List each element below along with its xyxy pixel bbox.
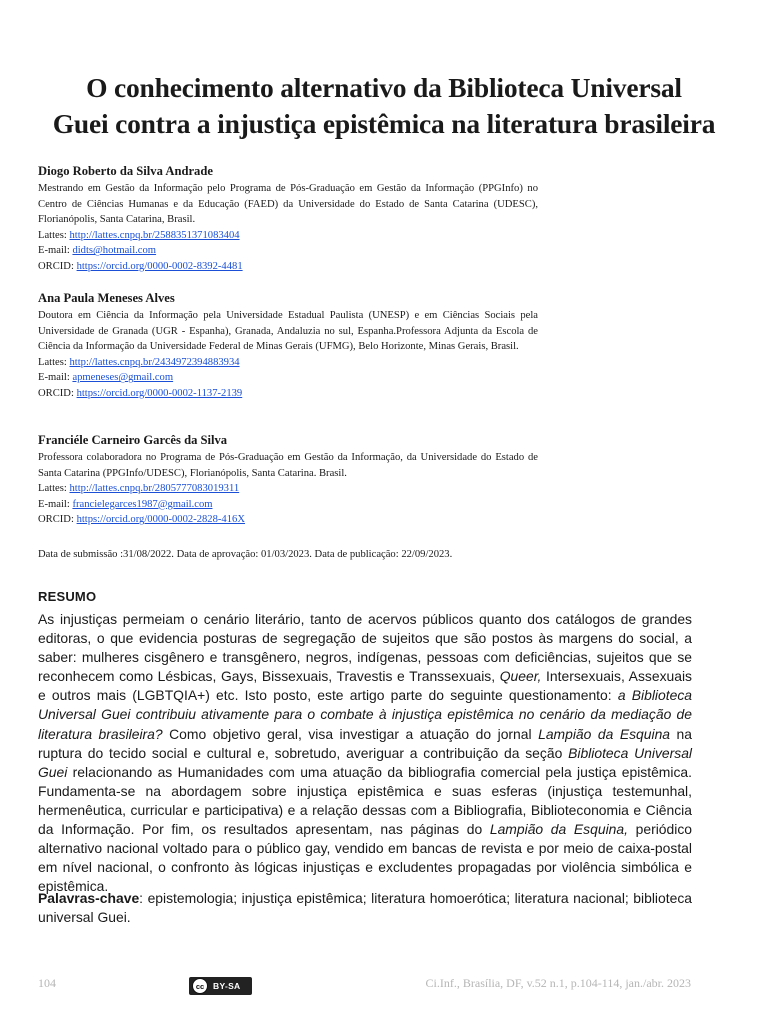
email-link[interactable]: didts@hotmail.com — [72, 245, 157, 257]
keywords — [38, 889, 692, 927]
author-orcid — [38, 386, 538, 402]
orcid-label: ORCID: — [38, 514, 74, 526]
author-affiliation: Professora colaboradora no Programa de Pós-Graduação em Gestão da Informação, da Universidade do Estado de Santa Catarina (PPGInfo/UDESC), Florianópolis, Santa Catarina. Brasil. — [38, 452, 538, 479]
lattes-link[interactable]: http://lattes.cnpq.br/2434972394883934 — [69, 356, 240, 368]
orcid-link[interactable]: https://orcid.org/0000-0002-1137-2139 — [76, 387, 243, 399]
title-line-2: Guei contra a injustiça epistêmica na literatura brasileira — [52, 108, 716, 139]
keywords-text: : epistemologia; injustiça epistêmica; literatura homoerótica; literatura nacional; biblioteca universal Guei. — [38, 890, 692, 926]
keywords-label: Palavras-chave — [38, 890, 140, 906]
license-label: BY-SA — [213, 981, 241, 991]
abstract-research-question: a Biblioteca Universal Guei contribuiu ativamente para o combate à injustiça epistêmica no cenário da mediação de literatura brasileira? — [38, 687, 692, 742]
lattes-label: Lattes: — [38, 229, 67, 241]
journal-citation: Ci.Inf., Brasília, DF, v.52 n.1, p.104-114, jan./abr. 2023 — [425, 976, 691, 990]
author-affiliation: Mestrando em Gestão da Informação pelo Programa de Pós-Graduação em Gestão da Informação (PPGInfo) no Centro de Ciências Humanas e da Educação (FAED) da Universidade do Estado de Santa Catarina (UDESC), Florianópolis, Santa Catarina, Brasil. — [38, 183, 538, 226]
author-email — [38, 370, 538, 386]
abstract-part: na ruptura do tecido social e cultural e, sobretudo, averiguar a contribuição da seção — [38, 725, 693, 761]
lattes-link[interactable]: http://lattes.cnpq.br/2588351371083404 — [69, 229, 240, 241]
abstract-emphasis: Biblioteca Universal Guei — [38, 744, 693, 780]
abstract-emphasis: Lampião da Esquina, — [489, 821, 628, 838]
abstract-part: As injustiças permeiam o cenário literário, tanto de acervos públicos quanto dos catálogos de grandes editoras, o que evidencia posturas de segregação de sujeitos que são postos às margens do social, a saber: mulheres cisgênero e transgênero, negros, indígenas, pessoas com deficiências, sujeitos que se reconhecem como Lésbicas, Gays, Bissexuais, Travestis e Transsexuais, — [38, 611, 692, 685]
abstract-heading: RESUMO — [38, 589, 97, 604]
cc-icon: cc — [192, 978, 208, 994]
orcid-label: ORCID: — [38, 387, 74, 399]
abstract-part: Intersexuais, Assexuais e outros mais (LGBTQIA+) etc. Isto posto, este artigo parte do seguinte questionamento: — [38, 668, 692, 704]
lattes-label: Lattes: — [38, 356, 67, 368]
author-orcid — [38, 512, 538, 528]
orcid-label: ORCID: — [38, 260, 74, 272]
author-orcid — [38, 259, 538, 275]
abstract-emphasis: Queer, — [499, 668, 542, 685]
abstract-text — [38, 610, 692, 896]
author-block-3 — [38, 431, 538, 528]
page-number: 104 — [38, 976, 56, 990]
orcid-link[interactable]: https://orcid.org/0000-0002-8392-4481 — [76, 260, 243, 272]
abstract-part: relacionando as Humanidades com uma atuação da bibliografia comercial pela justiça epistêmica. Fundamenta-se na abordagem sobre injustiça epistêmica e suas esferas (injustiça testemunhal, hermenêutica, curricular e participativa) e a relação dessas com a Bibliografia, Biblioteconomia e Ciência da Informação. Por fim, os resultados apresentam, nas páginas do — [38, 763, 692, 838]
email-link[interactable]: francielegarces1987@gmail.com — [72, 498, 213, 510]
author-lattes — [38, 355, 538, 371]
lattes-link[interactable]: http://lattes.cnpq.br/2805777083019311 — [69, 483, 240, 495]
author-name: Franciéle Carneiro Garcês da Silva — [38, 433, 228, 447]
publication-dates: Data de submissão :31/08/2022. Data de aprovação: 01/03/2023. Data de publicação: 22/09/2023. — [38, 549, 453, 560]
orcid-link[interactable]: https://orcid.org/0000-0002-2828-416X — [76, 514, 245, 526]
license-badge — [189, 977, 252, 995]
email-link[interactable]: apmeneses@gmail.com — [72, 372, 174, 384]
email-label: E-mail: — [38, 498, 70, 510]
author-lattes — [38, 228, 538, 244]
email-label: E-mail: — [38, 245, 70, 257]
abstract-part: periódico alternativo nacional voltado para o público gay, vendido em bancas de revista e por meio de caixa-postal em nível nacional, o confronto às lógicas injustiças e excludentes propagadas por violência simbólica e epistêmica. — [38, 821, 692, 895]
abstract-emphasis: Lampião da Esquina — [538, 725, 671, 742]
author-email — [38, 243, 538, 259]
author-email — [38, 497, 538, 513]
abstract-part: Como objetivo geral, visa investigar a atuação do jornal — [162, 725, 539, 742]
lattes-label: Lattes: — [38, 483, 67, 495]
author-block-2 — [38, 289, 538, 402]
author-lattes — [38, 481, 538, 497]
email-label: E-mail: — [38, 372, 70, 384]
author-affiliation: Doutora em Ciência da Informação pela Universidade Estadual Paulista (UNESP) e em Ciências Sociais pela Universidade de Granada (UGR - Espanha), Granada, Andaluzia no sul, Espanha.Professora Adjunta da Escola de Ciência da Informação da Universidade Federal de Minas Gerais (UFMG), Belo Horizonte, Minas Gerais, Brasil. — [38, 310, 538, 353]
author-name: Ana Paula Meneses Alves — [38, 291, 175, 305]
title-line-1: O conhecimento alternativo da Biblioteca Universal — [86, 72, 682, 103]
author-block-1 — [38, 162, 538, 275]
author-name: Diogo Roberto da Silva Andrade — [38, 164, 213, 178]
article-title — [20, 70, 748, 142]
